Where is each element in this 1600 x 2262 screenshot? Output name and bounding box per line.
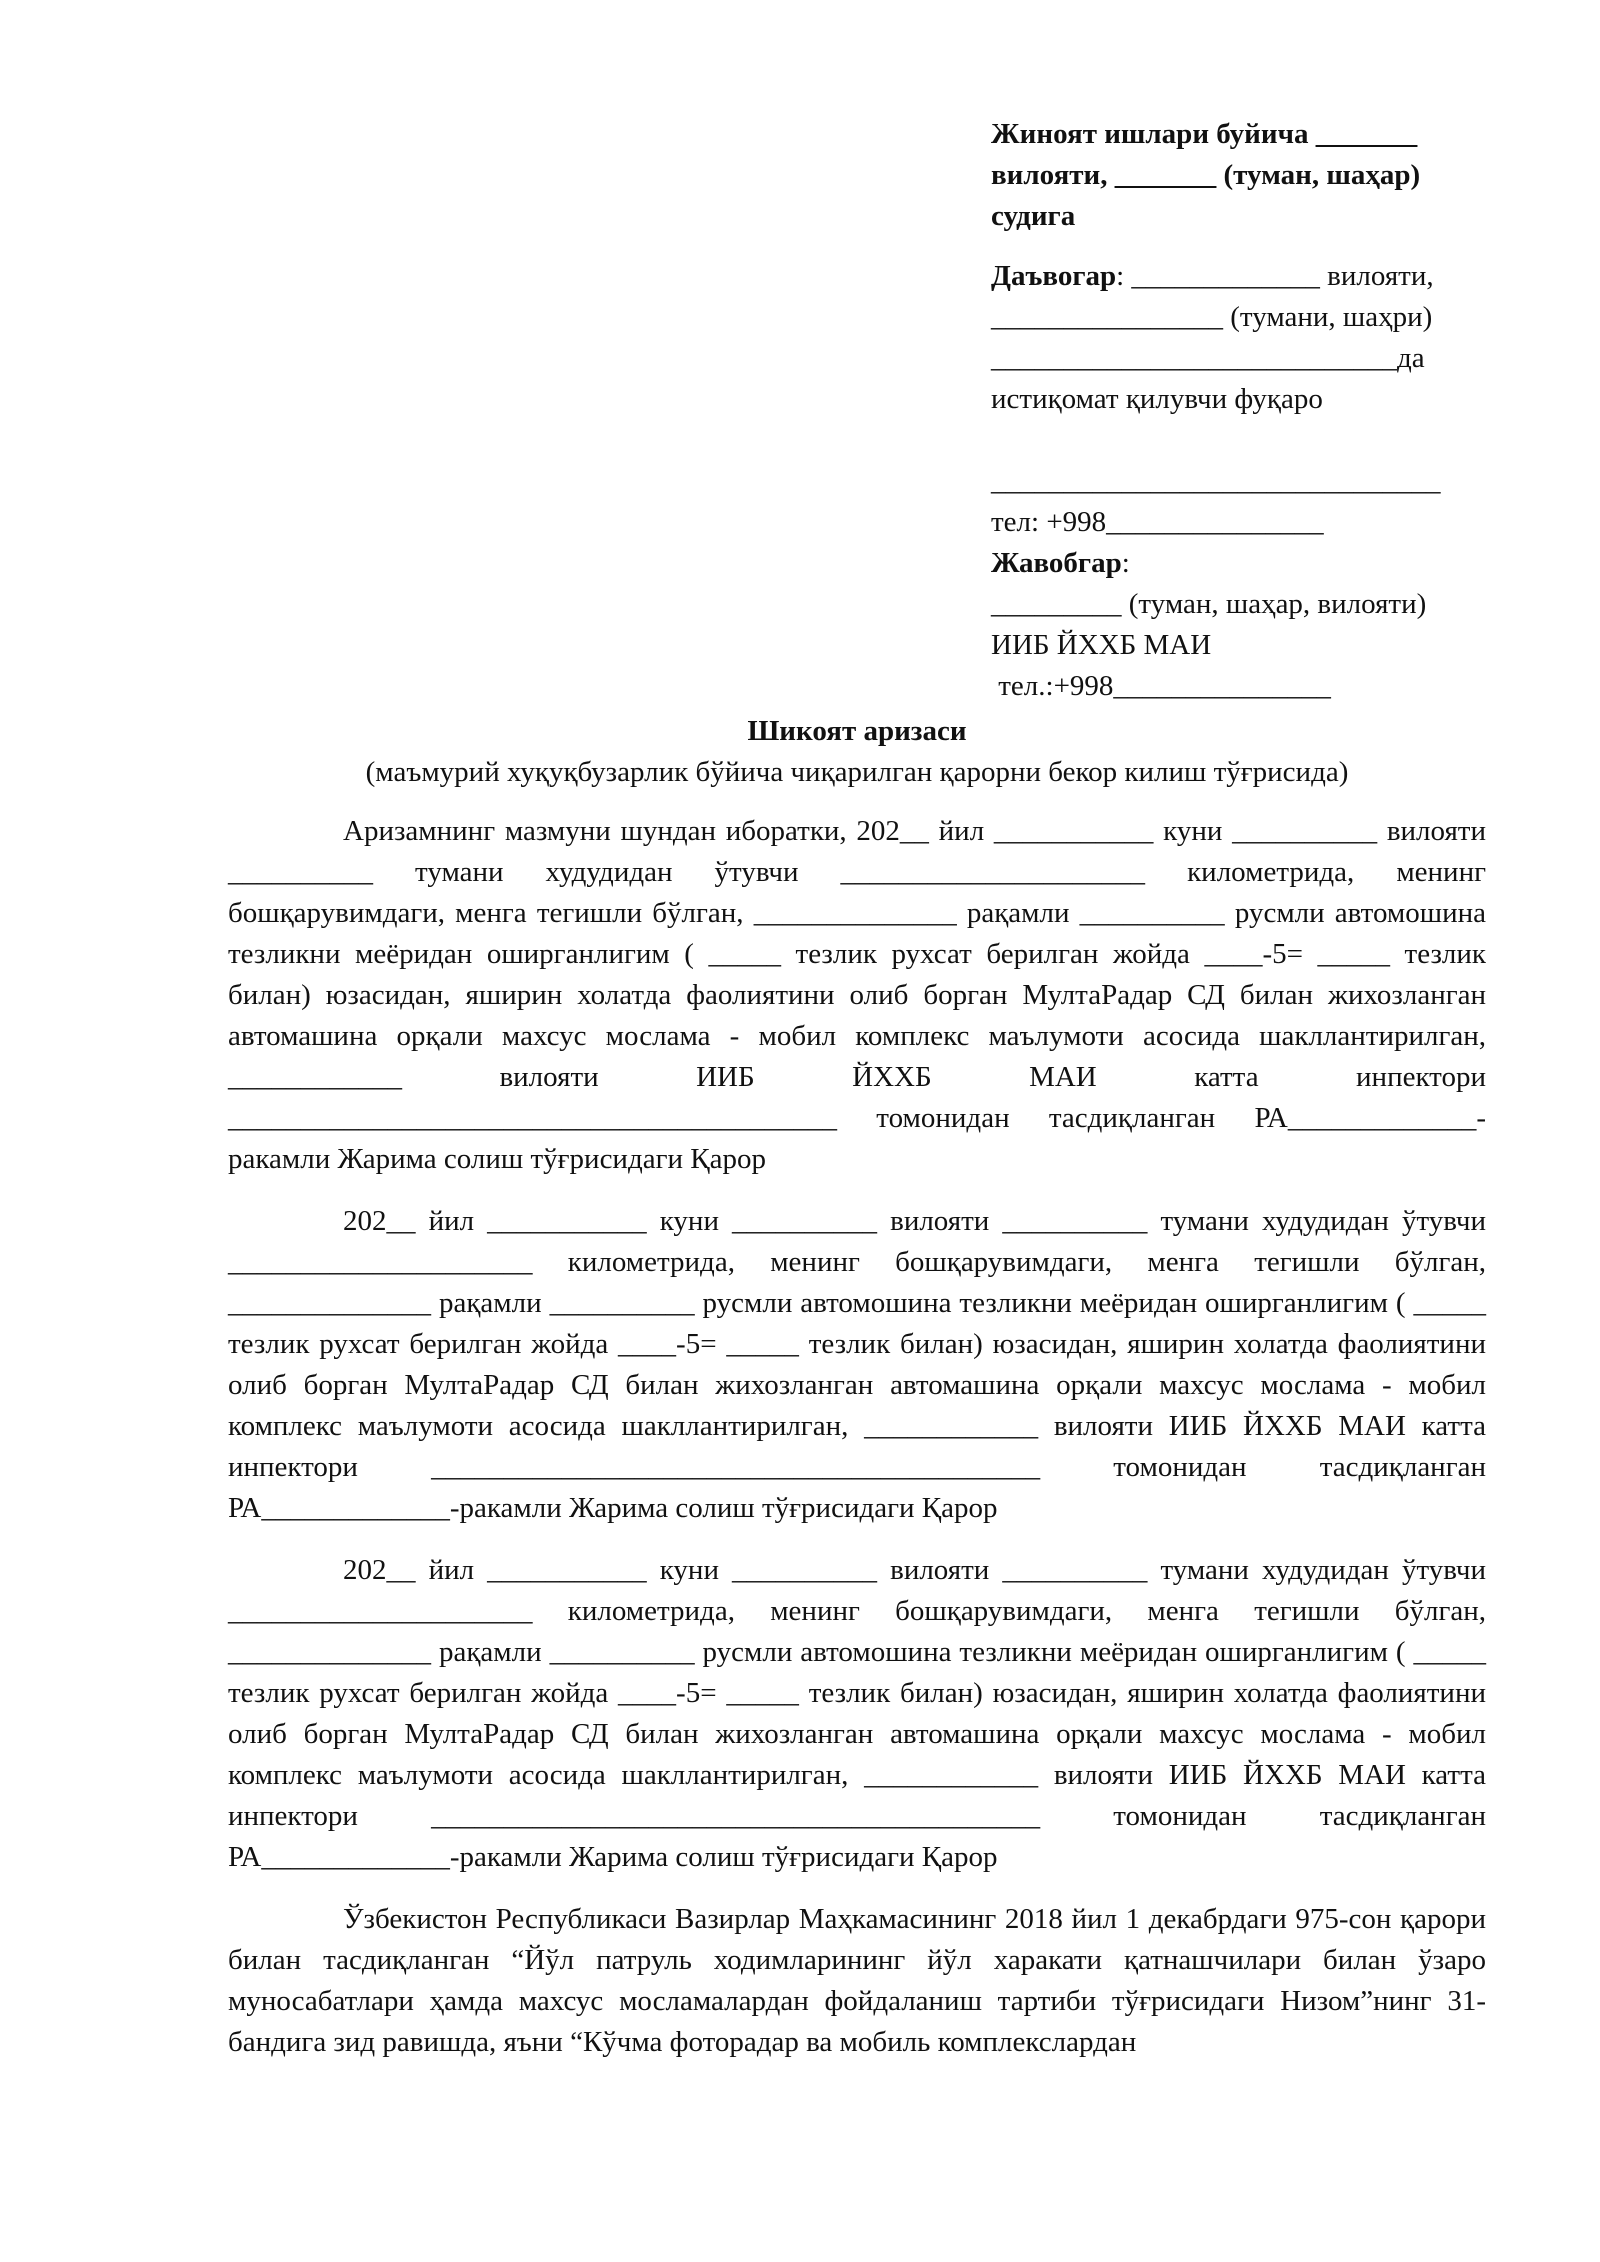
plaintiff-line: ________________ (тумани, шаҳри): [991, 301, 1433, 333]
defendant-phone: тел.:+998_______________: [991, 670, 1331, 702]
body-paragraph: 202__ йил ___________ куни __________ вилояти __________ тумани худудидан ўтувчи _____________________ километрида, менинг бошқарувимдаги, менга тегишли бўлган, ______________ рақамли __________ русмли автомошина тезликни меёридан оширганлигим ( _____ тезлик рухсат берилган жойда ____-5= _____ тезлик билан) юзасидан, яширин холатда фаолиятини олиб борган МултаРадар СД билан жихозланган автомашина орқали махсус мослама - мобил комплекс маълумоти асосида шакллантирилган, ____________ вилояти ИИБ ЙХХБ МАИ катта инпектори __________________________________________ томонидан тасдиқланган РА_____________-ракамли Жарима солиш тўғрисидаги Қарор: [228, 1205, 1486, 1524]
document-body: [228, 811, 1486, 2063]
body-paragraph: Аризамнинг мазмуни шундан иборатки, 202__ йил ___________ куни __________ вилояти __________ тумани худудидан ўтувчи _____________________ километрида, менинг бошқарувимдаги, менга тегишли бўлган, ______________ рақамли __________ русмли автомошина тезликни меёридан оширганлигим ( _____ тезлик рухсат берилган жойда ____-5= _____ тезлик билан) юзасидан, яширин холатда фаолиятини олиб борган МултаРадар СД билан жихозланган автомашина орқали махсус мослама - мобил комплекс маълумоти асосида шакллантирилган, ____________ вилояти ИИБ ЙХХБ МАИ катта инпектори __________________________________________ томонидан тасдиқланган РА_____________-ракамли Жарима солиш тўғрисидаги Қарор: [228, 815, 1486, 1175]
plaintiff-region-field: : _____________ вилояти,: [1116, 260, 1434, 292]
document-title-block: [228, 711, 1486, 793]
document-subtitle: (маъмурий хуқуқбузарлик бўйича чиқарилган қарорни бекор килиш тўғрисида): [365, 756, 1349, 788]
spacer: [991, 420, 1511, 461]
document-title: Шикоят аризаси: [747, 715, 967, 747]
body-paragraph: 202__ йил ___________ куни __________ вилояти __________ тумани худудидан ўтувчи _____________________ километрида, менинг бошқарувимдаги, менга тегишли бўлган, ______________ рақамли __________ русмли автомошина тезликни меёридан оширганлигим ( _____ тезлик рухсат берилган жойда ____-5= _____ тезлик билан) юзасидан, яширин холатда фаолиятини олиб борган МултаРадар СД билан жихозланган автомашина орқали махсус мослама - мобил комплекс маълумоти асосида шакллантирилган, ____________ вилояти ИИБ ЙХХБ МАИ катта инпектори __________________________________________ томонидан тасдиқланган РА_____________-ракамли Жарима солиш тўғрисидаги Қарор: [228, 1554, 1486, 1873]
defendant-line: ИИБ ЙХХБ МАИ: [991, 629, 1212, 661]
court-addressee: [991, 114, 1511, 237]
defendant-line: [991, 543, 1511, 584]
plaintiff-name-blank: _______________________________: [991, 465, 1441, 497]
plaintiff-line: ____________________________да: [991, 342, 1425, 374]
defendant-block: [991, 543, 1511, 707]
court-line: вилояти, _______ (туман, шаҳар): [991, 159, 1421, 191]
defendant-label: Жавобгар: [991, 547, 1122, 579]
plaintiff-label: Даъвогар: [991, 260, 1117, 292]
court-line: Жиноят ишлари буйича _______: [991, 118, 1418, 150]
plaintiff-block: [991, 256, 1511, 543]
addressee-block: [991, 114, 1511, 707]
defendant-colon: :: [1121, 547, 1130, 579]
court-line: судига: [991, 200, 1076, 232]
defendant-line: _________ (туман, шаҳар, вилояти): [991, 588, 1427, 620]
plaintiff-line: истиқомат қилувчи фуқаро: [991, 383, 1323, 415]
body-paragraph: Ўзбекистон Республикаси Вазирлар Маҳкамасининг 2018 йил 1 декабрдаги 975-сон қарори билан тасдиқланган “Йўл патруль ходимларининг йўл харакати қатнашчилари билан ўзаро муносабатлари ҳамда махсус мосламалардан фойдаланиш тартиби тўғрисидаги Низом”нинг 31-бандига зид равишда, яъни “Кўчма фоторадар ва мобиль комплекслардан: [228, 1903, 1486, 2058]
plaintiff-phone: тел: +998_______________: [991, 506, 1324, 538]
plaintiff-line: [991, 256, 1511, 297]
